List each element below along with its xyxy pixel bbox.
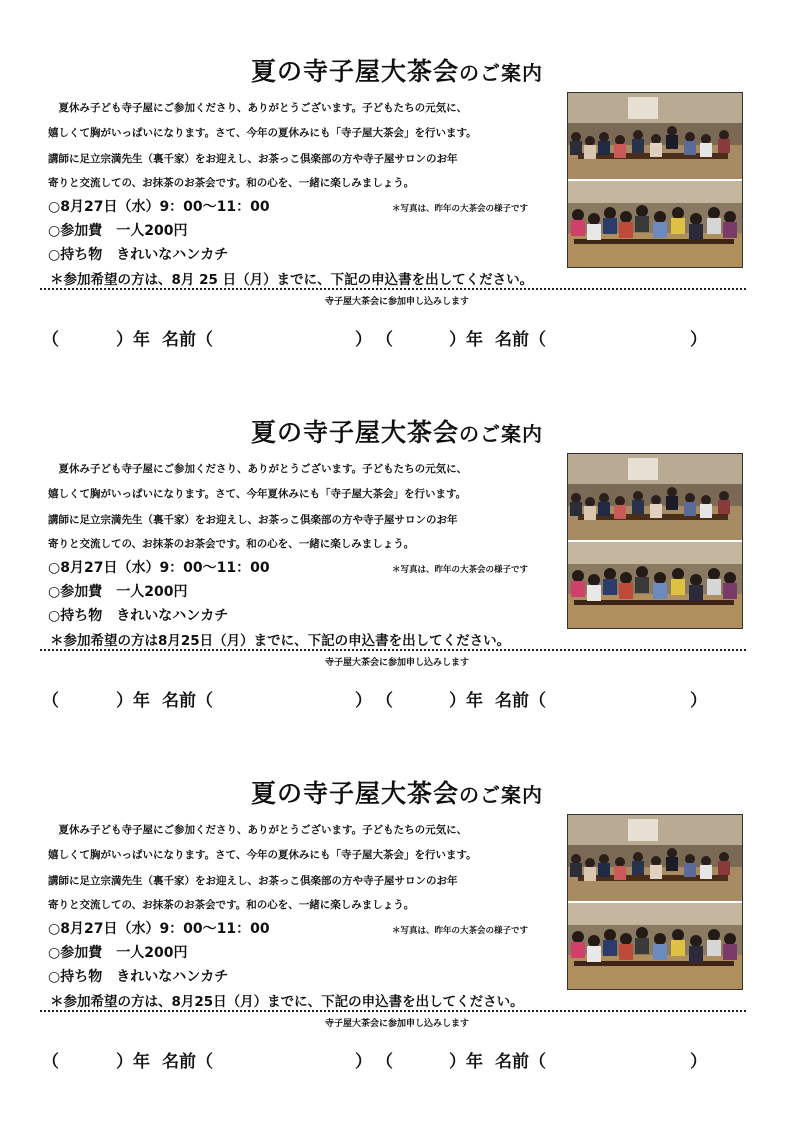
flyer-title — [0, 52, 794, 88]
flyer-section-2 — [0, 361, 794, 721]
title-suffix: のご案内 — [459, 422, 543, 446]
date-line: ○8月27日（水）9：00～11：00 — [48, 921, 270, 937]
body-line-1: 夏休み子ども寺子屋にご参加くださり、ありがとうございます。子どもたちの元気に、 — [48, 102, 468, 114]
apply-caption: 寺子屋大茶会に参加申し込みします — [324, 658, 469, 668]
flyer-section-1 — [0, 0, 794, 360]
grade-label-2: ）年 — [449, 1052, 483, 1072]
name-close-1: ） — [355, 1052, 372, 1072]
grade-open-1: （ — [42, 330, 59, 350]
tea-ceremony-photo — [567, 814, 743, 990]
grade-open-2: （ — [376, 1052, 393, 1072]
grade-open-2: （ — [376, 691, 393, 711]
fee-line: ○参加費 一人200円 — [48, 223, 188, 239]
name-label-2: 名前（ — [495, 330, 546, 350]
body-line-2: 嬉しくて胸がいっぱいになります。さて、今年の夏休みにも「寺子屋大茶会」を行います。 — [48, 849, 477, 861]
name-close-2: ） — [690, 691, 707, 711]
body-line-3: 講師に足立宗満先生（裏千家）をお迎えし、お茶っこ倶楽部の方や寺子屋サロンのお年 — [48, 153, 458, 165]
grade-open-1: （ — [42, 1052, 59, 1072]
grade-label-1: ）年 — [116, 330, 150, 350]
photo-note: ＊写真は、昨年の大茶会の様子です — [392, 204, 529, 214]
title-main: 夏の寺子屋大茶会 — [250, 418, 459, 447]
name-close-2: ） — [690, 330, 707, 350]
body-line-3: 講師に足立宗満先生（裏千家）をお迎えし、お茶っこ倶楽部の方や寺子屋サロンのお年 — [48, 514, 458, 526]
tea-ceremony-photo — [567, 92, 743, 268]
flyer-title — [0, 413, 794, 449]
name-close-2: ） — [690, 1052, 707, 1072]
photo-note: ＊写真は、昨年の大茶会の様子です — [392, 565, 529, 575]
bring-line: ○持ち物 きれいなハンカチ — [48, 247, 229, 263]
body-line-2: 嬉しくて胸がいっぱいになります。さて、今年夏休みにも「寺子屋大茶会」を行います。 — [48, 488, 467, 500]
title-suffix: のご案内 — [459, 783, 543, 807]
name-label-2: 名前（ — [495, 1052, 546, 1072]
date-line: ○8月27日（水）9：00～11：00 — [48, 199, 270, 215]
fee-line: ○参加費 一人200円 — [48, 945, 188, 961]
deadline-line: ＊参加希望の方は、8月25日（月）までに、下記の申込書を出してください。 — [50, 994, 524, 1010]
body-line-4: 寄りと交流しての、お抹茶のお茶会です。和の心を、一緒に楽しみましょう。 — [48, 177, 415, 189]
cut-line — [40, 288, 746, 290]
cut-line — [40, 1010, 746, 1012]
bring-line: ○持ち物 きれいなハンカチ — [48, 969, 229, 985]
grade-open-2: （ — [376, 330, 393, 350]
title-suffix: のご案内 — [459, 61, 543, 85]
body-line-2: 嬉しくて胸がいっぱいになります。さて、今年の夏休みにも「寺子屋大茶会」を行います。 — [48, 127, 477, 139]
name-label-2: 名前（ — [495, 691, 546, 711]
title-main: 夏の寺子屋大茶会 — [250, 57, 459, 86]
date-line: ○8月27日（水）9：00～11：00 — [48, 560, 270, 576]
body-line-4: 寄りと交流しての、お抹茶のお茶会です。和の心を、一緒に楽しみましょう。 — [48, 899, 415, 911]
fee-line: ○参加費 一人200円 — [48, 584, 188, 600]
deadline-line: ＊参加希望の方は、8月 25 日（月）までに、下記の申込書を出してください。 — [50, 272, 534, 288]
flyer-section-3 — [0, 722, 794, 1082]
flyer-title — [0, 774, 794, 810]
body-line-3: 講師に足立宗満先生（裏千家）をお迎えし、お茶っこ倶楽部の方や寺子屋サロンのお年 — [48, 875, 458, 887]
grade-label-1: ）年 — [116, 691, 150, 711]
photo-note: ＊写真は、昨年の大茶会の様子です — [392, 926, 529, 936]
body-line-1: 夏休み子ども寺子屋にご参加くださり、ありがとうございます。子どもたちの元気に、 — [48, 463, 468, 475]
deadline-line: ＊参加希望の方は8月25日（月）までに、下記の申込書を出してください。 — [50, 633, 511, 649]
name-close-1: ） — [355, 691, 372, 711]
body-line-4: 寄りと交流しての、お抹茶のお茶会です。和の心を、一緒に楽しみましょう。 — [48, 538, 415, 550]
name-label-1: 名前（ — [162, 330, 213, 350]
title-main: 夏の寺子屋大茶会 — [250, 779, 459, 808]
name-label-1: 名前（ — [162, 1052, 213, 1072]
grade-label-1: ）年 — [116, 1052, 150, 1072]
apply-caption: 寺子屋大茶会に参加申し込みします — [324, 1019, 469, 1029]
tea-ceremony-photo — [567, 453, 743, 629]
grade-label-2: ）年 — [449, 330, 483, 350]
cut-line — [40, 649, 746, 651]
name-label-1: 名前（ — [162, 691, 213, 711]
body-line-1: 夏休み子ども寺子屋にご参加くださり、ありがとうございます。子どもたちの元気に、 — [48, 824, 468, 836]
grade-open-1: （ — [42, 691, 59, 711]
bring-line: ○持ち物 きれいなハンカチ — [48, 608, 229, 624]
apply-caption: 寺子屋大茶会に参加申し込みします — [324, 297, 469, 307]
name-close-1: ） — [355, 330, 372, 350]
grade-label-2: ）年 — [449, 691, 483, 711]
